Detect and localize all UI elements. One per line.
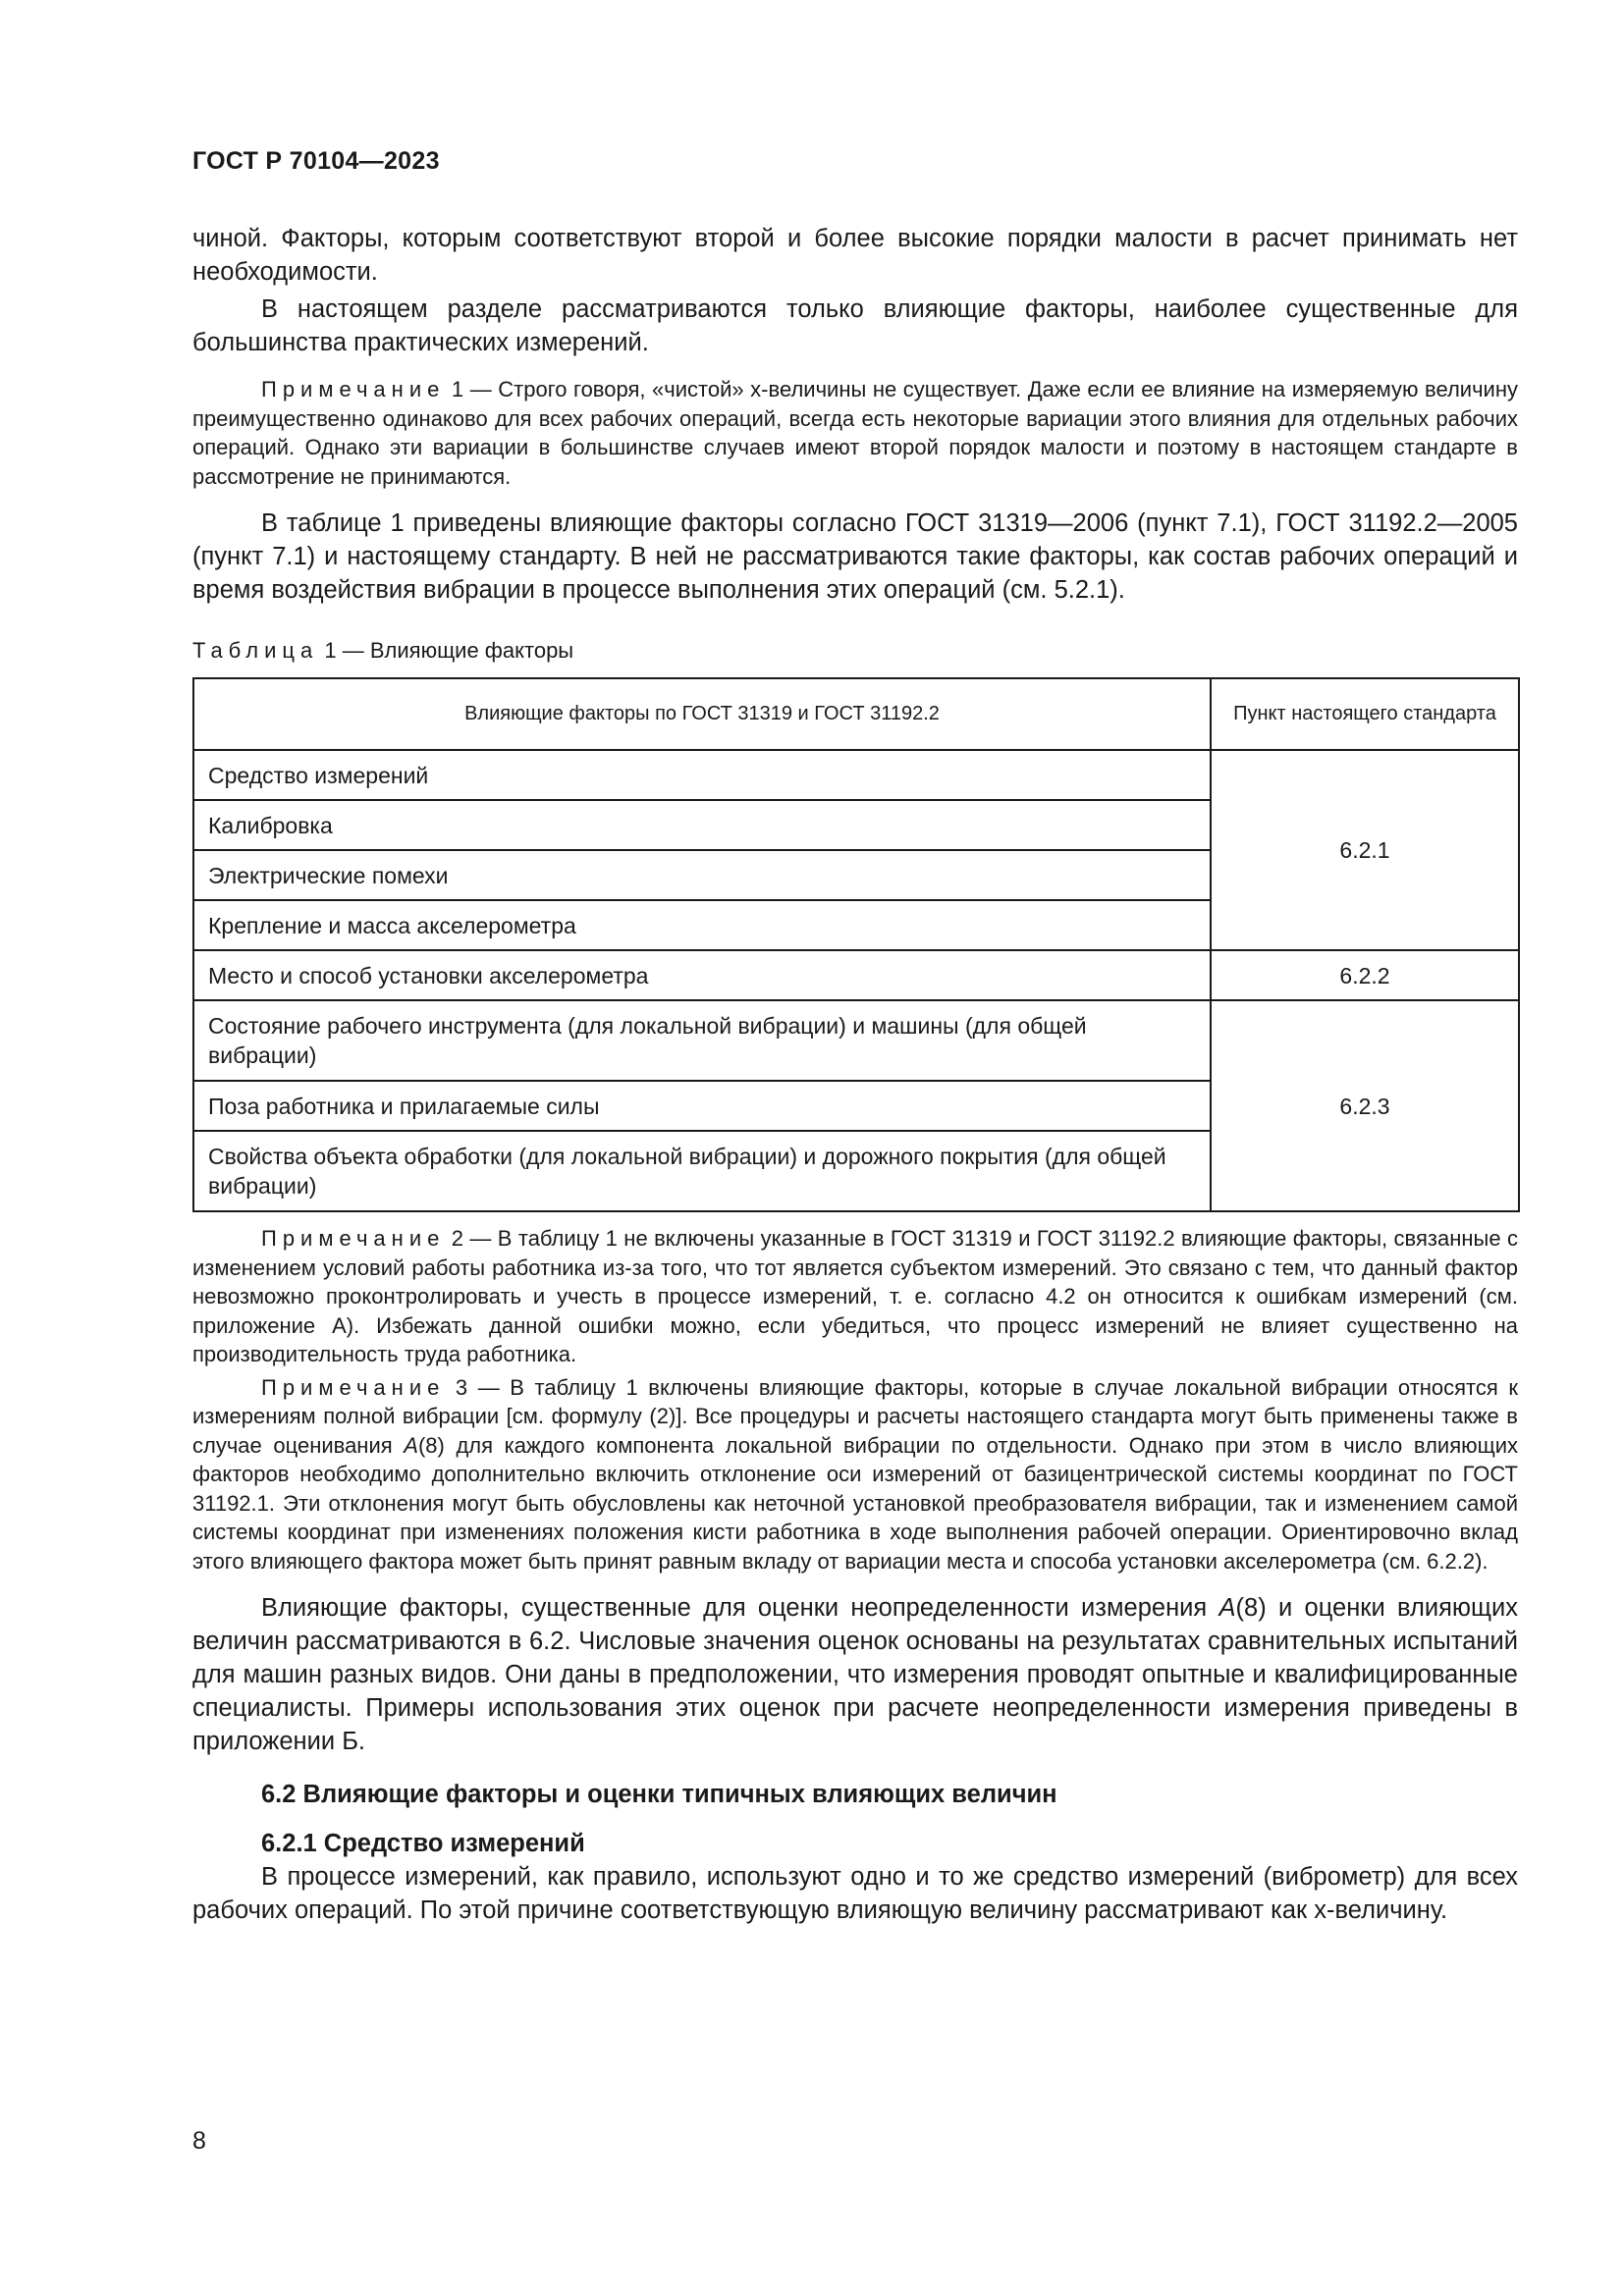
note-3-text-after: (8) для каждого компонента локальной вибрации по отдельности. Однако при этом в число влияющих факторов необходимо дополнительно включить отклонение оси измерений от базицентрической системы координат по ГОСТ 31192.1. Эти отклонения могут быть обусловлены как неточной установкой преобразователя вибрации, так и изменением самой системы координат при изменениях положения кисти работника в ходе выполнения рабочей операции. Ориентировочно вклад этого влияющего фактора может быть принят равным вкладу от вариации места и способа установки акселерометра (см. 6.2.2). [192, 1432, 1518, 1574]
uncertainty-paragraph [192, 1591, 1518, 1758]
table-cell-clause: 6.2.2 [1211, 950, 1519, 1000]
table-reference-paragraph: В таблице 1 приведены влияющие факторы согласно ГОСТ 31319—2006 (пункт 7.1), ГОСТ 31192.2—2005 (пункт 7.1) и настоящему стандарту. В ней не рассматриваются такие факторы, как состав рабочих операций и время воздействия вибрации в процессе выполнения этих операций (см. 5.2.1). [192, 509, 1518, 604]
note-1 [192, 375, 1518, 491]
table-cell-factor: Электрические помехи [193, 850, 1211, 900]
note-2-text: 2 — В таблицу 1 не включены указанные в ГОСТ 31319 и ГОСТ 31192.2 влияющие факторы, связанные с изменением условий работы работника из-за того, что тот является субъектом измерений. Это связано с тем, что данный фактор невозможно проконтролировать и учесть в процессе измерений, т. е. согласно 4.2 он относится к ошибкам измерений (см. приложение А). Избежать данной ошибки можно, если убедиться, что процесс измерений не влияет существенно на производительность труда работника. [192, 1226, 1518, 1366]
table-row [193, 950, 1519, 1000]
table-cell-factor: Место и способ установки акселерометра [193, 950, 1211, 1000]
table-cell-factor: Состояние рабочего инструмента (для локальной вибрации) и машины (для общей вибрации) [193, 1000, 1211, 1081]
intro-paragraph-continuation: чиной. Факторы, которым соответствуют второй и более высокие порядки малости в расчет принимать нет необходимости. [192, 225, 1518, 286]
note-3 [192, 1373, 1518, 1576]
uncertainty-text-after: (8) и оценки влияющих величин рассматриваются в 6.2. Числовые значения оценок основаны на результатах сравнительных испытаний для машин разных видов. Они даны в предположении, что измерения проводят опытные и квалифицированные специалисты. Примеры использования этих оценок при расчете неопределенности измерения приведены в приложении Б. [192, 1594, 1518, 1755]
page-content [192, 222, 1518, 1927]
table-cell-factor: Средство измерений [193, 750, 1211, 800]
influence-factors-table [192, 677, 1520, 1212]
note-3-symbol-a: A [404, 1432, 418, 1458]
table-caption-text: 1 — Влияющие факторы [324, 638, 574, 663]
uncertainty-text-before: Влияющие факторы, существенные для оценки неопределенности измерения [261, 1594, 1219, 1622]
table-header-row [193, 678, 1519, 750]
table-row [193, 750, 1519, 800]
uncertainty-symbol-a: A [1218, 1594, 1236, 1622]
table-cell-factor: Свойства объекта обработки (для локальной вибрации) и дорожного покрытия (для общей вибрации) [193, 1131, 1211, 1211]
table-header-factors: Влияющие факторы по ГОСТ 31319 и ГОСТ 31192.2 [193, 678, 1211, 750]
table-cell-factor: Крепление и масса акселерометра [193, 900, 1211, 950]
note-2 [192, 1224, 1518, 1369]
table-cell-clause: 6.2.3 [1211, 1000, 1519, 1211]
table-caption-label: Таблица [192, 638, 319, 663]
note-1-text: 1 — Строго говоря, «чистой» х-величины не существует. Даже если ее влияние на измеряемую величину преимущественно одинаково для всех рабочих операций, всегда есть некоторые вариации этого влияния для отдельных рабочих операций. Однако эти вариации в большинстве случаев имеют второй порядок малости и поэтому в настоящем стандарте в рассмотрение не принимаются. [192, 377, 1518, 489]
page-number: 8 [192, 2127, 206, 2155]
note-2-label: Примечание [261, 1226, 446, 1251]
note-1-label: Примечание [261, 377, 446, 401]
table-cell-factor: Калибровка [193, 800, 1211, 850]
measuring-instrument-paragraph: В процессе измерений, как правило, используют одно и то же средство измерений (виброметр) для всех рабочих операций. По этой причине соответствующую влияющую величину рассматривают как х-величину. [192, 1863, 1518, 1924]
intro-paragraph-scope: В настоящем разделе рассматриваются только влияющие факторы, наиболее существенные для большинства практических измерений. [192, 295, 1518, 356]
table-cell-clause: 6.2.1 [1211, 750, 1519, 950]
table-header-clause: Пункт настоящего стандарта [1211, 678, 1519, 750]
document-header: ГОСТ Р 70104—2023 [192, 147, 440, 175]
table-row [193, 1000, 1519, 1081]
note-3-label: Примечание [261, 1374, 446, 1400]
section-heading-6-2: 6.2 Влияющие факторы и оценки типичных влияющих величин [261, 1781, 1057, 1808]
note-3-text-before: 3 — В таблицу 1 включены влияющие факторы, которые в случае локальной вибрации относятся к измерениям полной вибрации [см. формулу (2)]. Все процедуры и расчеты настоящего стандарта могут быть применены также в случае оценивания [192, 1374, 1518, 1458]
table-caption [192, 636, 1518, 666]
table-cell-factor: Поза работника и прилагаемые силы [193, 1081, 1211, 1131]
section-heading-6-2-1: 6.2.1 Средство измерений [261, 1830, 585, 1857]
